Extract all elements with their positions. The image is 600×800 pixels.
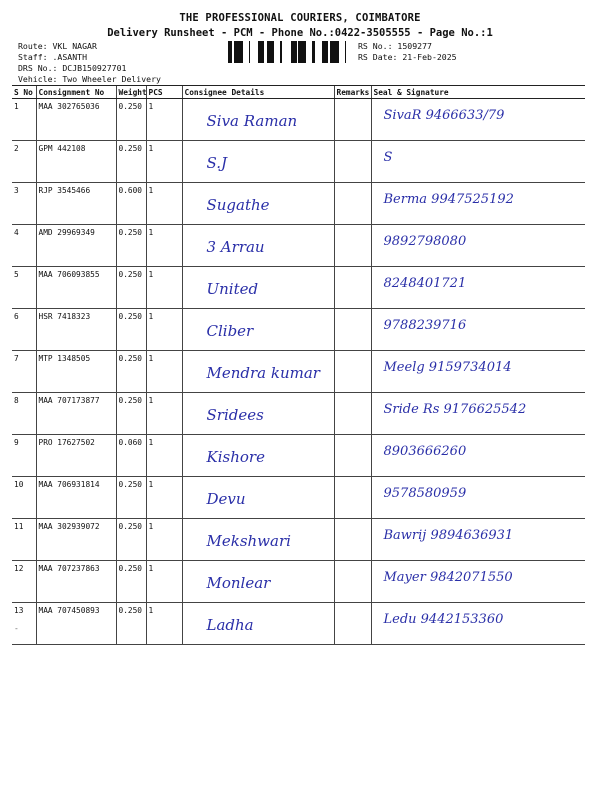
weight-cell: 0.060 (116, 435, 146, 477)
col-consignee-details: Consignee Details (182, 86, 334, 99)
consignee-cell (182, 393, 334, 435)
remarks-cell (334, 225, 371, 267)
consignment-cell: PRO 17627502 (36, 435, 116, 477)
signature-handwriting: 8903666260 (383, 444, 467, 459)
signature-cell (371, 351, 585, 393)
weight-cell: 0.250 (116, 351, 146, 393)
consignee-cell (182, 183, 334, 225)
weight-cell: 0.250 (116, 99, 146, 141)
sno-cell: 10 (12, 477, 36, 519)
signature-cell (371, 519, 585, 561)
sno-cell: 7 (12, 351, 36, 393)
sno-cell: 3 (12, 183, 36, 225)
consignee-cell (182, 225, 334, 267)
sno-cell: 5 (12, 267, 36, 309)
consignee-handwriting: S.J (206, 154, 228, 172)
consignee-cell (182, 435, 334, 477)
signature-cell (371, 603, 585, 645)
consignment-cell: MAA 707237863 (36, 561, 116, 603)
signature-cell (371, 183, 585, 225)
sno-cell: 9 (12, 435, 36, 477)
consignment-cell: AMD 29969349 (36, 225, 116, 267)
signature-handwriting: 8248401721 (383, 276, 467, 291)
consignment-cell: MAA 706093855 (36, 267, 116, 309)
consignee-cell (182, 99, 334, 141)
pcs-cell: 1 (146, 267, 182, 309)
signature-handwriting: 9892798080 (383, 234, 467, 249)
table-row (12, 561, 585, 603)
consignee-cell (182, 519, 334, 561)
col-consignment-no: Consignment No (36, 86, 116, 99)
sno-cell: 13 (12, 603, 36, 645)
remarks-cell (334, 519, 371, 561)
runsheet-subtitle: Delivery Runsheet - PCM - Phone No.:0422-3505555 - Page No.:1 (107, 27, 493, 39)
pcs-cell: 1 (146, 351, 182, 393)
sno-cell: 8 (12, 393, 36, 435)
remarks-cell (334, 393, 371, 435)
consignee-handwriting: Mekshwari (206, 532, 291, 550)
signature-handwriting: Sride Rs 9176625542 (383, 402, 527, 417)
signature-handwriting: Ledu 9442153360 (383, 612, 504, 627)
signature-cell (371, 99, 585, 141)
consignee-handwriting: Mendra kumar (206, 364, 320, 382)
weight-cell: 0.250 (116, 225, 146, 267)
weight-cell: 0.600 (116, 183, 146, 225)
table-row (12, 519, 585, 561)
consignment-cell: RJP 3545466 (36, 183, 116, 225)
runsheet-table (12, 85, 585, 645)
signature-cell (371, 393, 585, 435)
signature-handwriting: 9788239716 (383, 318, 467, 333)
col-seal-signature: Seal & Signature (371, 86, 585, 99)
table-row (12, 267, 585, 309)
consignee-handwriting: Sugathe (206, 196, 270, 214)
consignee-handwriting: Cliber (206, 322, 254, 340)
pcs-cell: 1 (146, 99, 182, 141)
remarks-cell (334, 435, 371, 477)
table-row (12, 183, 585, 225)
remarks-cell (334, 141, 371, 183)
table-row (12, 225, 585, 267)
col-sno: S No (12, 86, 36, 99)
table-row (12, 141, 585, 183)
remarks-cell (334, 267, 371, 309)
weight-cell: 0.250 (116, 477, 146, 519)
remarks-cell (334, 561, 371, 603)
weight-cell: 0.250 (116, 561, 146, 603)
col-pcs: PCS (146, 86, 182, 99)
consignee-handwriting: Ladha (206, 616, 254, 634)
table-row (12, 435, 585, 477)
consignee-handwriting: 3 Arrau (206, 238, 265, 256)
table-row (12, 309, 585, 351)
consignment-cell: MAA 302765036 (36, 99, 116, 141)
signature-cell (371, 141, 585, 183)
sno-cell: 11 (12, 519, 36, 561)
pcs-cell: 1 (146, 309, 182, 351)
consignment-cell: MAA 302939072 (36, 519, 116, 561)
table-row (12, 603, 585, 645)
pcs-cell: 1 (146, 603, 182, 645)
consignee-handwriting: United (206, 280, 259, 298)
route-label: Route: VKL NAGAR (18, 41, 97, 51)
consignment-cell: MTP 1348505 (36, 351, 116, 393)
consignee-cell (182, 309, 334, 351)
pcs-cell: 1 (146, 393, 182, 435)
margin-mark: - (14, 624, 19, 633)
signature-handwriting: Mayer 9842071550 (383, 570, 513, 585)
rs-date: RS Date: 21-Feb-2025 (358, 52, 457, 62)
remarks-cell (334, 351, 371, 393)
signature-handwriting: SivaR 9466633/79 (383, 108, 505, 123)
weight-cell: 0.250 (116, 393, 146, 435)
consignee-handwriting: Monlear (206, 574, 271, 592)
signature-handwriting: Bawrij 9894636931 (383, 528, 514, 543)
weight-cell: 0.250 (116, 141, 146, 183)
signature-handwriting: Berma 9947525192 (383, 192, 514, 207)
consignment-cell: MAA 707450893 (36, 603, 116, 645)
drs-number: DRS No.: DCJB150927701 (18, 63, 127, 73)
vehicle-label: Vehicle: Two Wheeler Delivery (18, 74, 161, 84)
consignee-handwriting: Sridees (206, 406, 264, 424)
consignee-cell (182, 267, 334, 309)
weight-cell: 0.250 (116, 519, 146, 561)
remarks-cell (334, 603, 371, 645)
consignment-cell: MAA 706931814 (36, 477, 116, 519)
remarks-cell (334, 183, 371, 225)
consignee-cell (182, 141, 334, 183)
consignee-cell (182, 477, 334, 519)
pcs-cell: 1 (146, 141, 182, 183)
signature-cell (371, 477, 585, 519)
table-row (12, 477, 585, 519)
consignee-handwriting: Siva Raman (206, 112, 298, 130)
signature-cell (371, 309, 585, 351)
weight-cell: 0.250 (116, 309, 146, 351)
table-row (12, 99, 585, 141)
consignee-handwriting: Kishore (206, 448, 265, 466)
sno-cell: 2 (12, 141, 36, 183)
consignment-cell: MAA 707173877 (36, 393, 116, 435)
company-title: THE PROFESSIONAL COURIERS, COIMBATORE (179, 12, 421, 24)
col-weight: Weight (116, 86, 146, 99)
consignee-cell (182, 561, 334, 603)
weight-cell: 0.250 (116, 603, 146, 645)
consignee-handwriting: Devu (206, 490, 246, 508)
signature-cell (371, 435, 585, 477)
signature-handwriting: Meelg 9159734014 (383, 360, 512, 375)
sno-cell: 6 (12, 309, 36, 351)
table-row (12, 393, 585, 435)
barcode (228, 41, 352, 63)
col-remarks: Remarks (334, 86, 371, 99)
signature-cell (371, 267, 585, 309)
consignment-cell: GPM 442108 (36, 141, 116, 183)
remarks-cell (334, 309, 371, 351)
signature-cell (371, 561, 585, 603)
consignee-cell (182, 351, 334, 393)
consignee-cell (182, 603, 334, 645)
pcs-cell: 1 (146, 477, 182, 519)
consignment-cell: HSR 7418323 (36, 309, 116, 351)
pcs-cell: 1 (146, 225, 182, 267)
remarks-cell (334, 99, 371, 141)
sno-cell: 4 (12, 225, 36, 267)
table-row (12, 351, 585, 393)
weight-cell: 0.250 (116, 267, 146, 309)
sno-cell: 1 (12, 99, 36, 141)
pcs-cell: 1 (146, 435, 182, 477)
pcs-cell: 1 (146, 519, 182, 561)
remarks-cell (334, 477, 371, 519)
signature-cell (371, 225, 585, 267)
signature-handwriting: S (383, 150, 393, 165)
sno-cell: 12 (12, 561, 36, 603)
pcs-cell: 1 (146, 183, 182, 225)
staff-label: Staff: .ASANTH (18, 52, 88, 62)
table-header-row (12, 86, 585, 99)
pcs-cell: 1 (146, 561, 182, 603)
rs-number: RS No.: 1509277 (358, 41, 432, 51)
signature-handwriting: 9578580959 (383, 486, 467, 501)
